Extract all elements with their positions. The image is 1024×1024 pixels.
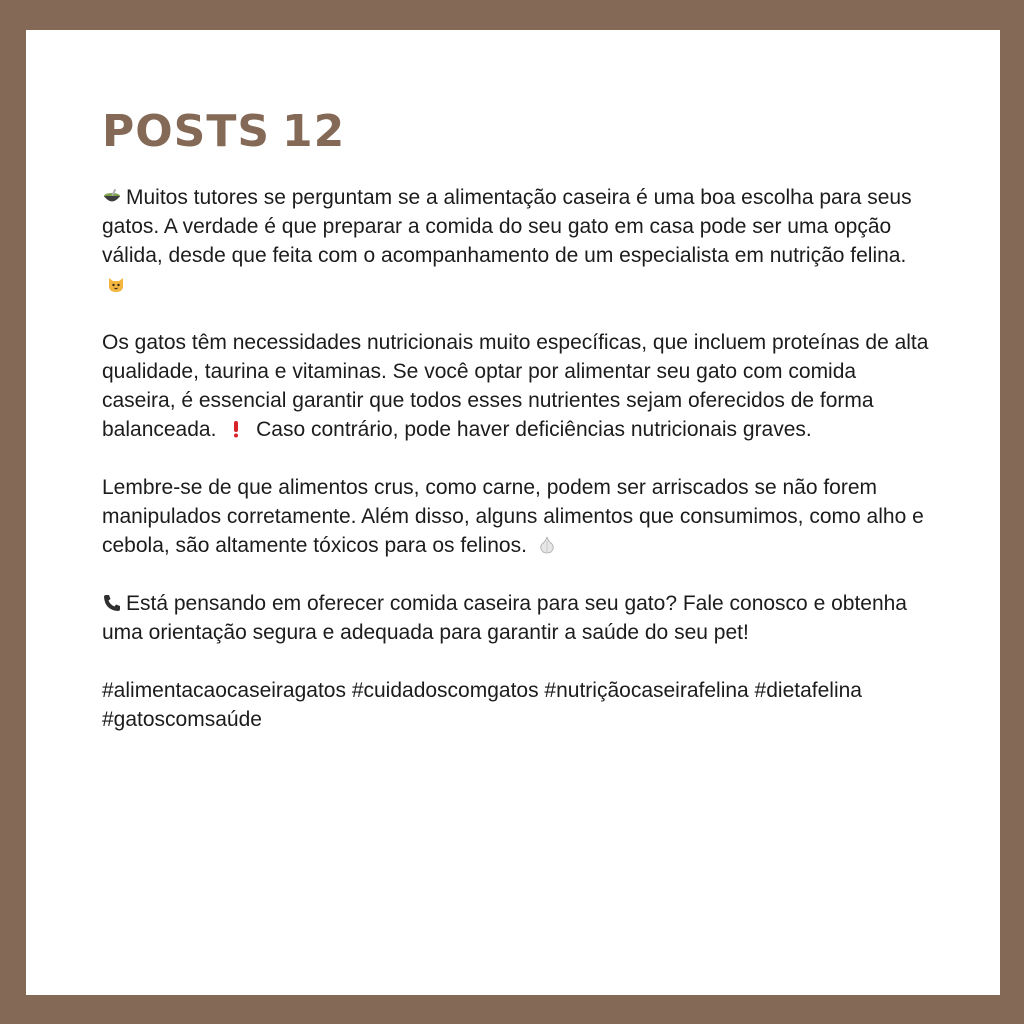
hashtags: #alimentacaocaseiragatos #cuidadoscomgatos #nutriçãocaseirafelina #dietafelina #gatoscomsaúde xyxy=(102,678,862,731)
title-label: POSTS xyxy=(102,106,271,157)
post-content xyxy=(102,106,932,734)
post-card xyxy=(26,30,1000,995)
paragraph-contact-text: Está pensando em oferecer comida caseira para seu gato? Fale conosco e obtenha uma orientação segura e adequada para garantir a saúde do seu pet! xyxy=(102,591,907,644)
paragraph-nutrition-text-a: Os gatos têm necessidades nutricionais muito específicas, que incluem proteínas de alta qualidade, taurina e vitaminas. Se você optar por alimentar seu gato com comida caseira, é essencial garantir que todos esses nutrientes sejam oferecidos de forma balanceada. xyxy=(102,330,929,441)
paragraph-nutrition-text-b: Caso contrário, pode haver deficiências nutricionais graves. xyxy=(256,417,812,441)
garlic-icon xyxy=(537,535,557,555)
paragraph-intro-text: Muitos tutores se perguntam se a alimentação caseira é uma boa escolha para seus gatos. A verdade é que preparar a comida do seu gato em casa pode ser uma opção válida, desde que feita com o acompanhamento de um especialista em nutrição felina. xyxy=(102,185,912,267)
page-title xyxy=(102,106,932,159)
title-number: 12 xyxy=(282,106,346,157)
paragraph-warning-text: Lembre-se de que alimentos crus, como carne, podem ser arriscados se não forem manipulados corretamente. Além disso, alguns alimentos que consumimos, como alho e cebola, são altamente tóxicos para os felinos. xyxy=(102,475,924,557)
telephone-receiver-icon xyxy=(102,593,122,613)
bowl-with-spoon-icon xyxy=(102,187,122,207)
paragraph-intro xyxy=(102,183,932,299)
exclamation-mark-icon xyxy=(226,419,246,439)
paragraph-contact xyxy=(102,589,932,647)
cat-face-icon xyxy=(106,274,126,294)
paragraph-nutrition xyxy=(102,328,932,444)
paragraph-warning xyxy=(102,473,932,560)
